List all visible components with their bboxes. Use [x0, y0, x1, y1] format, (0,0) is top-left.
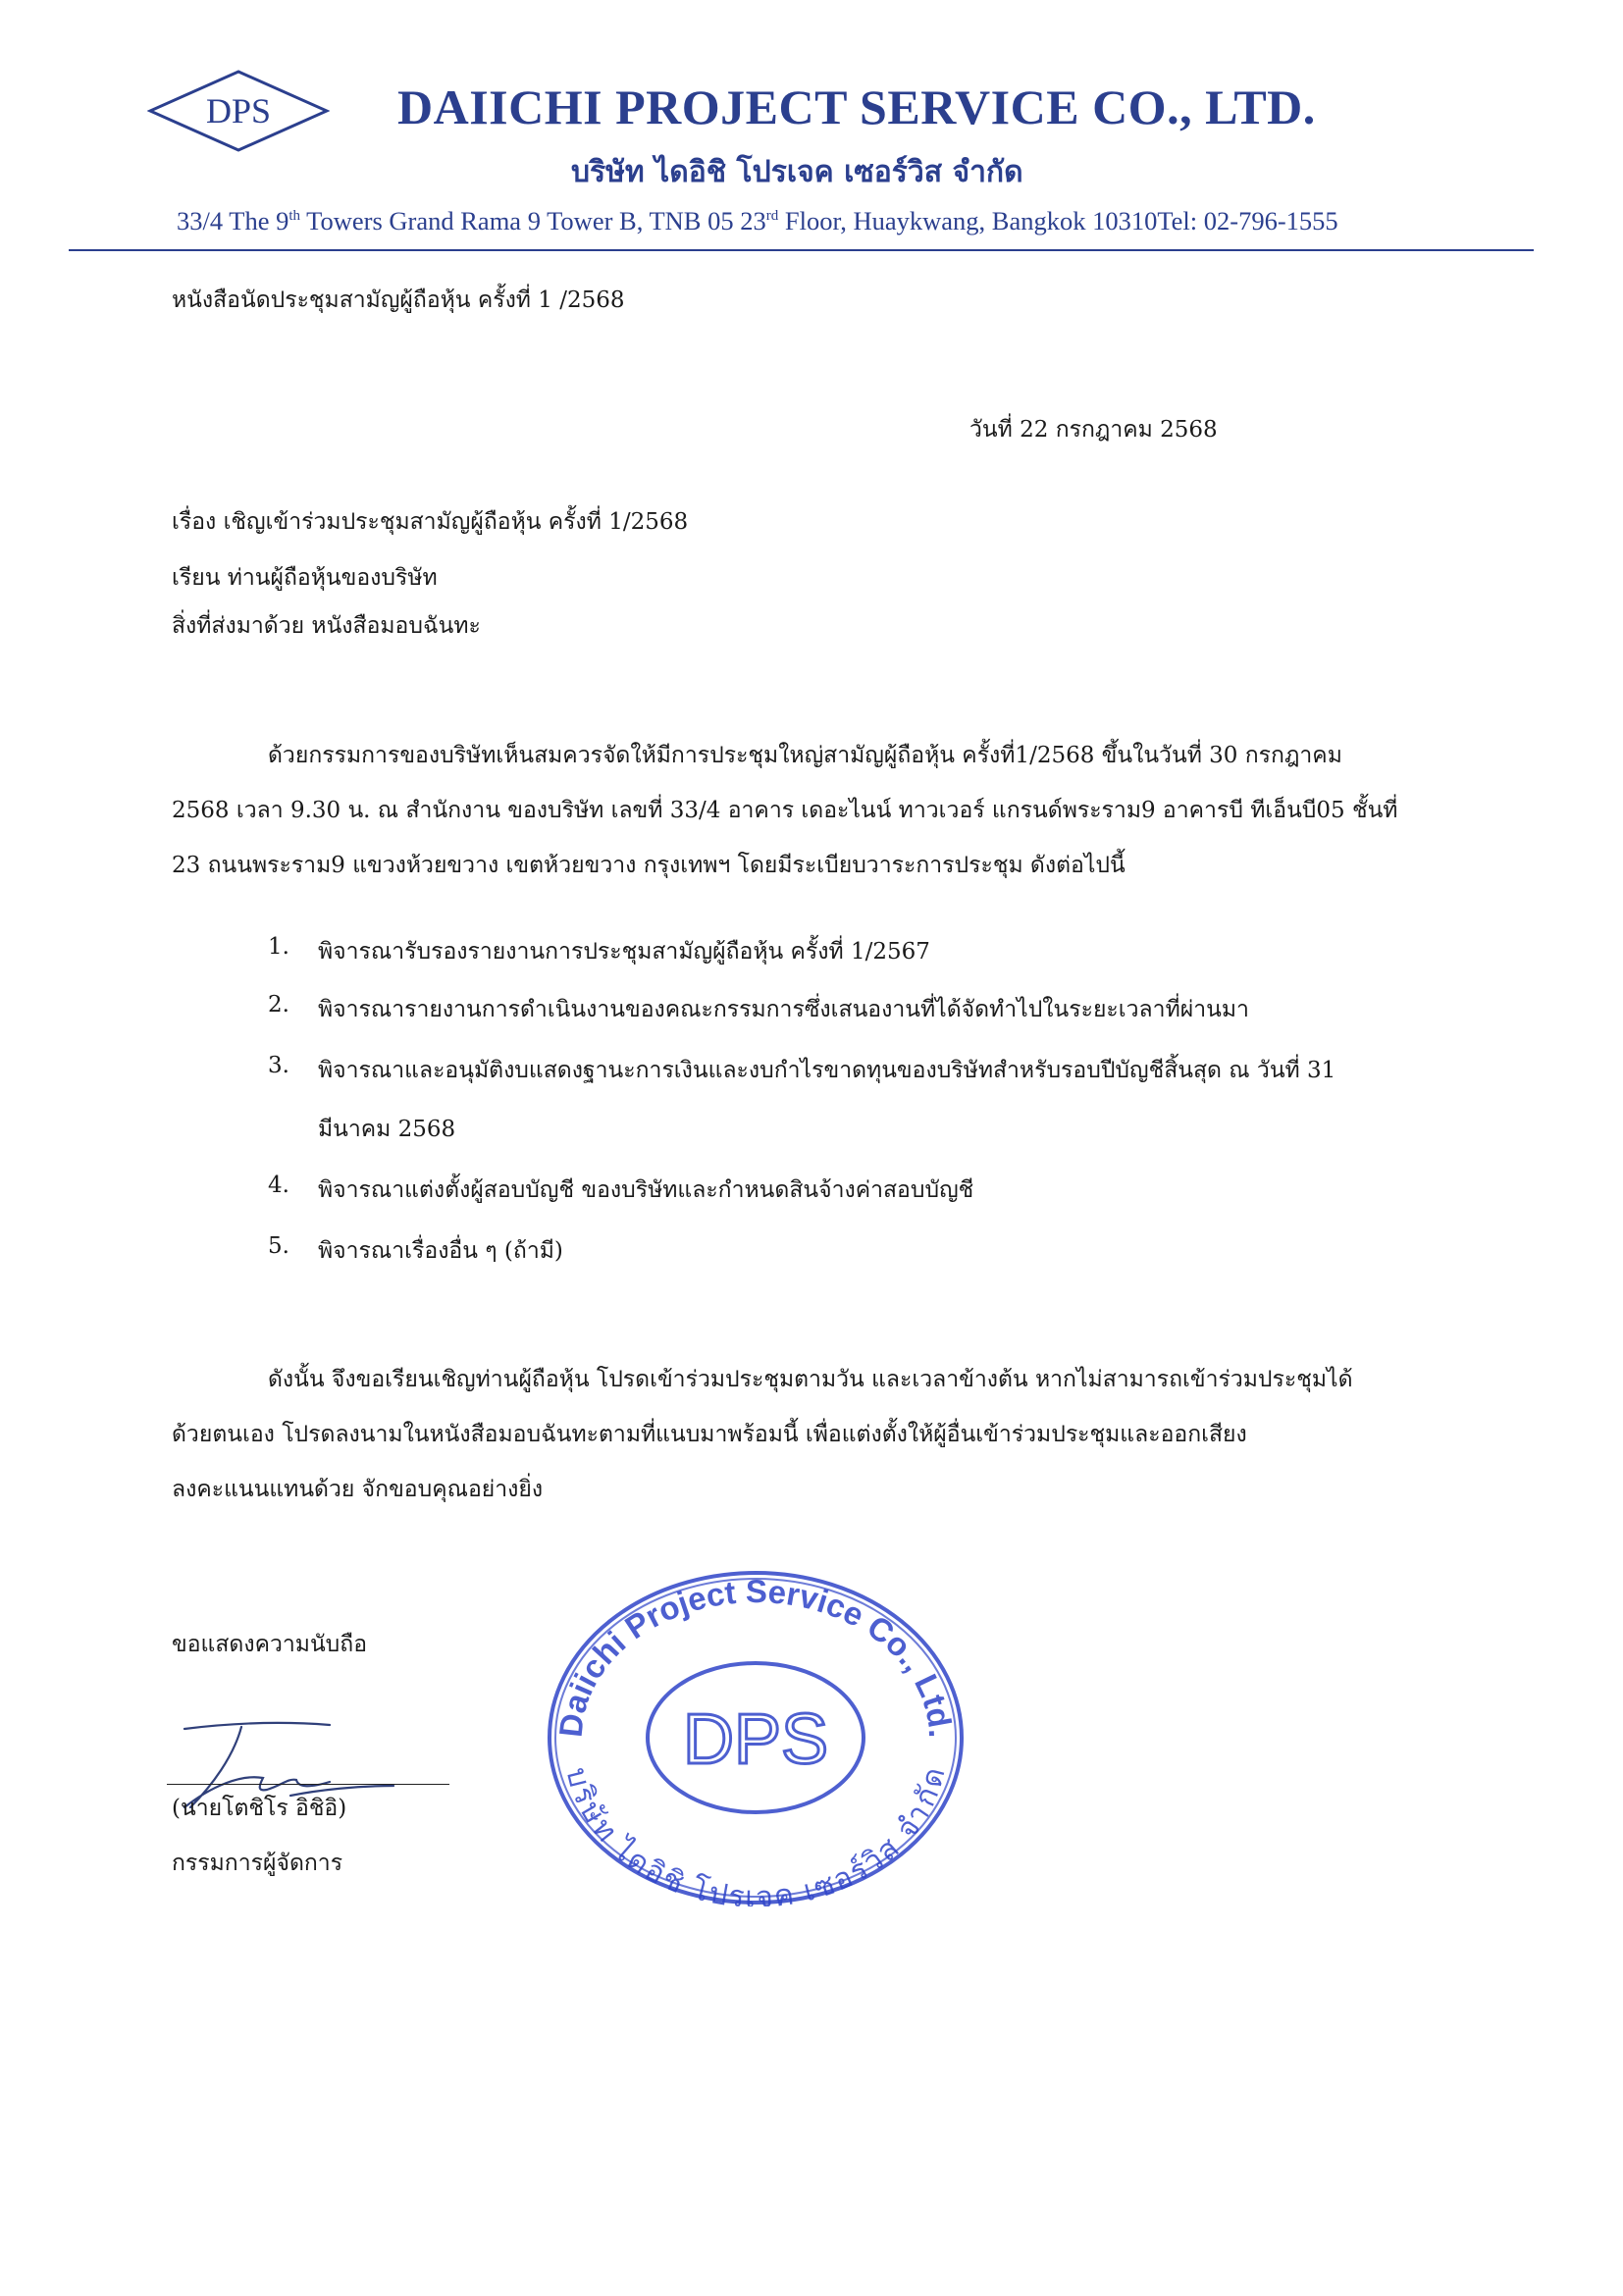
agenda-text: พิจารณารับรองรายงานการประชุมสามัญผู้ถือหุ้น ครั้งที่ 1/2567: [318, 939, 930, 965]
closing-line: ดังนั้น จึงขอเรียนเชิญท่านผู้ถือหุ้น โปรดเข้าร่วมประชุมตามวัน และเวลาข้างต้น หากไม่สามารถเข้าร่วมประชุมได้: [268, 1367, 1353, 1392]
signer-name: (นายโตชิโร อิชิอิ): [172, 1796, 347, 1821]
logo-text: DPS: [205, 91, 272, 130]
letterhead-divider: [69, 249, 1534, 251]
agenda-number: 4.: [268, 1173, 289, 1198]
dps-logo: [147, 69, 330, 153]
regards: ขอแสดงความนับถือ: [172, 1632, 368, 1657]
agenda-item-continuation: มีนาคม 2568: [318, 1117, 456, 1142]
closing-line: ด้วยตนเอง โปรดลงนามในหนังสือมอบฉันทะตามที่แนบมาพร้อมนี้ เพื่อแต่งตั้งให้ผู้อื่นเข้าร่วมประชุมและออกเสียง: [172, 1422, 1247, 1447]
seal-bottom-text: บริษัท ไดอิชิ โปรเจค เซอร์วิส จำกัด: [558, 1763, 953, 1906]
svg-text:บริษัท ไดอิชิ โปรเจค เซอร์วิส: [559, 1764, 953, 1906]
agenda-text: พิจารณาแต่งตั้งผู้สอบบัญชี ของบริษัทและกำหนดสินจ้างค่าสอบบัญชี: [318, 1177, 974, 1203]
company-address: 33/4 The 9th Towers Grand Rama 9 Tower B, TNB 05 23rd Floor, Huaykwang, Bangkok 10310Tel: 02-796-1555: [177, 206, 1338, 235]
letter-recipient: เรียน ท่านผู้ถือหุ้นของบริษัท: [172, 565, 438, 591]
company-name-en: DAIICHI PROJECT SERVICE CO., LTD.: [397, 79, 1316, 134]
intro-line: 23 ถนนพระราม9 แขวงห้วยขวาง เขตห้วยขวาง กรุงเทพฯ โดยมีระเบียบวาระการประชุม ดังต่อไปนี้: [172, 853, 1126, 878]
intro-line: ด้วยกรรมการของบริษัทเห็นสมควรจัดให้มีการประชุมใหญ่สามัญผู้ถือหุ้น ครั้งที่1/2568 ขึ้นในวันที่ 30 กรกฎาคม: [268, 743, 1342, 768]
agenda-text: พิจารณาเรื่องอื่น ๆ (ถ้ามี): [318, 1238, 563, 1264]
letter-subject: เรื่อง เชิญเข้าร่วมประชุมสามัญผู้ถือหุ้น ครั้งที่ 1/2568: [172, 509, 689, 535]
letter-date: วันที่ 22 กรกฎาคม 2568: [969, 417, 1218, 443]
agenda-number: 1.: [268, 934, 289, 960]
agenda-number: 5.: [268, 1233, 289, 1259]
agenda-text: พิจารณารายงานการดำเนินงานของคณะกรรมการซึ่งเสนองานที่ได้จัดทำไปในระยะเวลาที่ผ่านมา: [318, 997, 1249, 1022]
company-name-th: บริษัท ไดอิชิ โปรเจค เซอร์วิส จำกัด: [571, 155, 1023, 189]
agenda-number: 3.: [268, 1053, 289, 1078]
document-number: หนังสือนัดประชุมสามัญผู้ถือหุ้น ครั้งที่ 1 /2568: [172, 287, 625, 313]
intro-line: 2568 เวลา 9.30 น. ณ สำนักงาน ของบริษัท เลขที่ 33/4 อาคาร เดอะไนน์ ทาวเวอร์ แกรนด์พระราม9 อาคารบี ทีเอ็นบี05 ชั้นที่: [172, 798, 1398, 823]
signature-line: [167, 1784, 449, 1785]
seal-outer-text: Daiichi Project Service Co., Ltd.: [551, 1572, 960, 1740]
company-seal: [545, 1565, 967, 1906]
closing-line: ลงคะแนนแทนด้วย จักขอบคุณอย่างยิ่ง: [172, 1477, 544, 1502]
letter-enclosure: สิ่งที่ส่งมาด้วย หนังสือมอบฉันทะ: [172, 613, 481, 639]
signer-title: กรรมการผู้จัดการ: [172, 1851, 343, 1876]
seal-center-text: DPS: [682, 1700, 829, 1779]
agenda-number: 2.: [268, 992, 289, 1018]
agenda-text: พิจารณาและอนุมัติงบแสดงฐานะการเงินและงบกำไรขาดทุนของบริษัทสำหรับรอบปีบัญชีสิ้นสุด ณ วันที่ 31: [318, 1058, 1336, 1083]
